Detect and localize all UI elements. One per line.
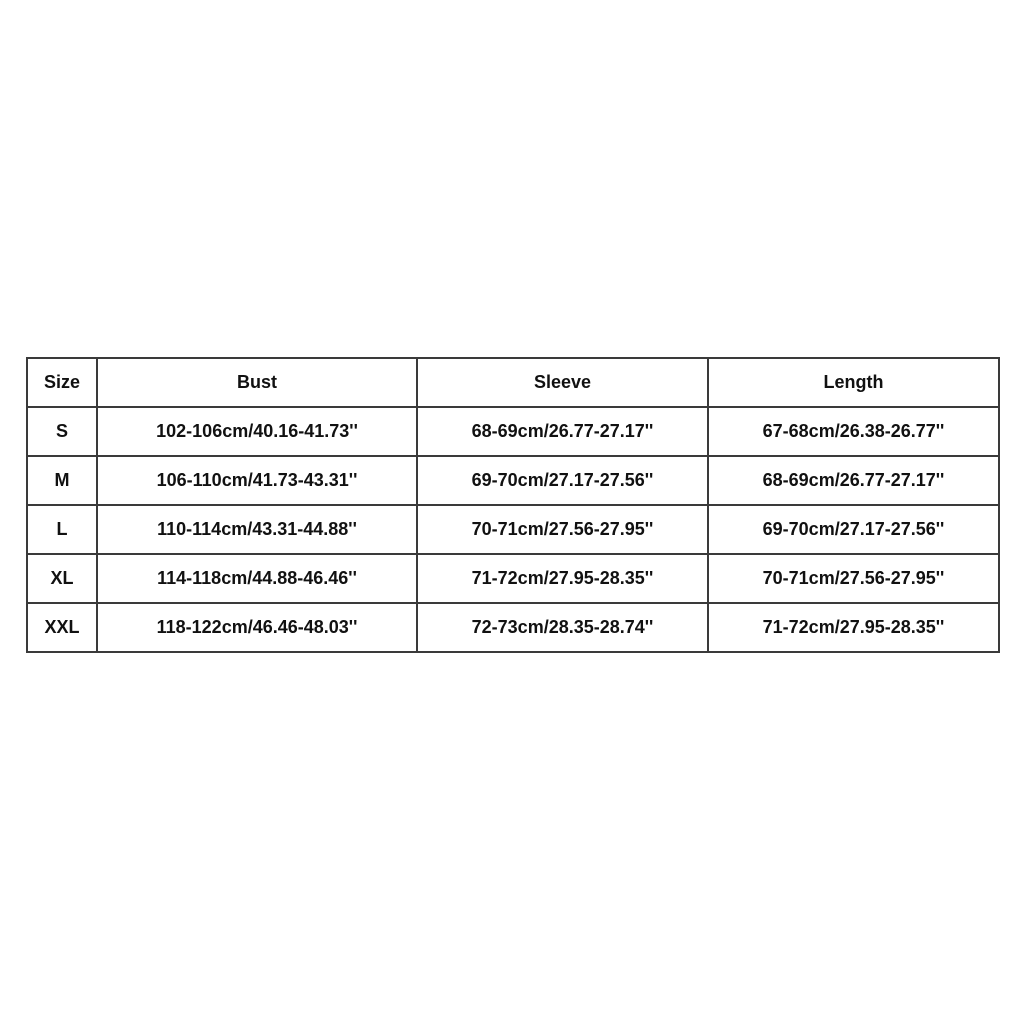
- cell-bust: 110-114cm/43.31-44.88'': [97, 505, 417, 554]
- cell-sleeve: 69-70cm/27.17-27.56'': [417, 456, 708, 505]
- cell-bust: 114-118cm/44.88-46.46'': [97, 554, 417, 603]
- cell-sleeve: 70-71cm/27.56-27.95'': [417, 505, 708, 554]
- cell-length: 71-72cm/27.95-28.35'': [708, 603, 999, 652]
- table-row: [27, 505, 999, 554]
- table-row: [27, 554, 999, 603]
- cell-length: 68-69cm/26.77-27.17'': [708, 456, 999, 505]
- cell-bust: 102-106cm/40.16-41.73'': [97, 407, 417, 456]
- cell-size: XXL: [27, 603, 97, 652]
- cell-bust: 106-110cm/41.73-43.31'': [97, 456, 417, 505]
- cell-size: XL: [27, 554, 97, 603]
- cell-sleeve: 68-69cm/26.77-27.17'': [417, 407, 708, 456]
- header-sleeve: Sleeve: [417, 358, 708, 407]
- table-row: [27, 456, 999, 505]
- size-chart-table: [26, 357, 1000, 653]
- cell-size: M: [27, 456, 97, 505]
- cell-sleeve: 71-72cm/27.95-28.35'': [417, 554, 708, 603]
- table-row: [27, 407, 999, 456]
- header-length: Length: [708, 358, 999, 407]
- cell-length: 70-71cm/27.56-27.95'': [708, 554, 999, 603]
- cell-length: 67-68cm/26.38-26.77'': [708, 407, 999, 456]
- cell-sleeve: 72-73cm/28.35-28.74'': [417, 603, 708, 652]
- table-header-row: [27, 358, 999, 407]
- cell-length: 69-70cm/27.17-27.56'': [708, 505, 999, 554]
- cell-size: S: [27, 407, 97, 456]
- cell-bust: 118-122cm/46.46-48.03'': [97, 603, 417, 652]
- header-size: Size: [27, 358, 97, 407]
- header-bust: Bust: [97, 358, 417, 407]
- cell-size: L: [27, 505, 97, 554]
- table-row: [27, 603, 999, 652]
